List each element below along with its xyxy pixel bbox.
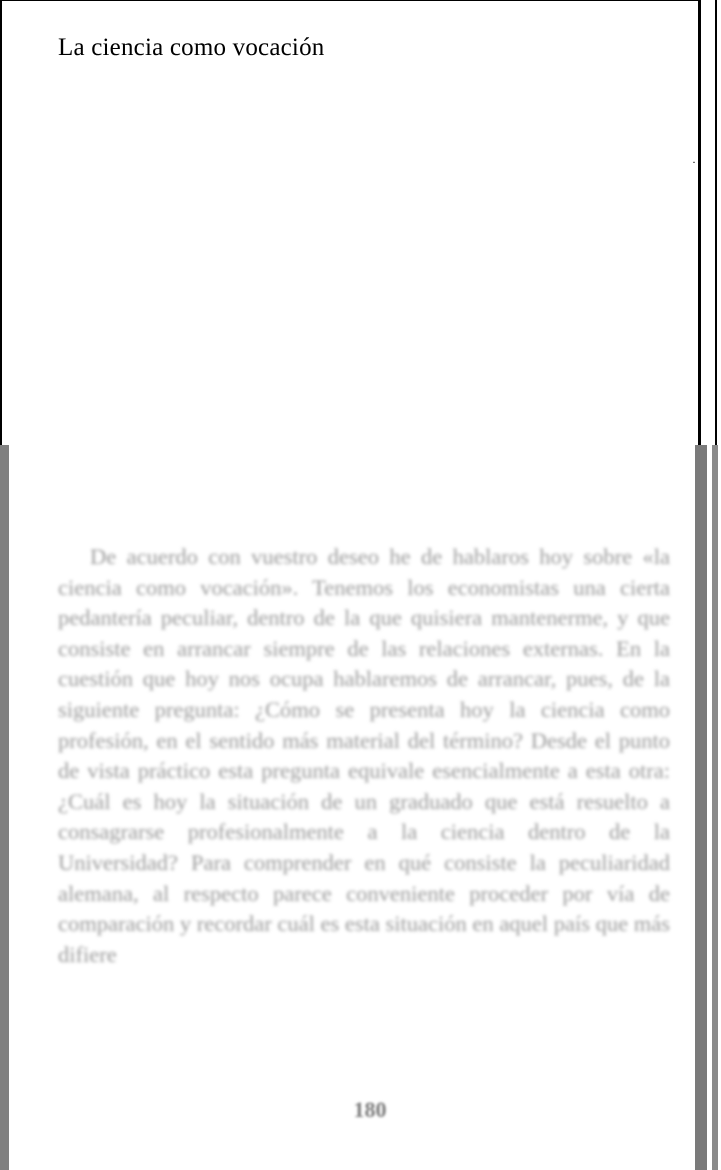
scan-speck: · [692,155,696,169]
page-number: 180 [353,1097,387,1122]
running-head: La ciencia como vocación [58,34,325,61]
scan-shadow-right [695,445,707,1170]
body-paragraph: De acuerdo con vuestro deseo he de hablaros hoy sobre «la ciencia como vocación». Tenemos los economistas una cierta pedantería peculiar, dentro de la que quisiera mantenerme, y que consiste en arrancar siempre de las relaciones externas. En la cuestión que hoy nos ocupa hablaremos de arrancar, pues, de la siguiente pregunta: ¿Cómo se presenta hoy la ciencia como profesión, en el sentido más material del término? Desde el punto de vista práctico esta pregunta equivale esencialmente a esta otra: ¿Cuál es hoy la situación de un graduado que está resuelto a consagrarse profesionalmente a la ciencia dentro de la Universidad? Para comprender en qué consiste la peculiaridad alemana, al respecto parece conveniente proceder por vía de comparación y recordar cuál es esta situación en aquel país que más difiere [58,544,670,967]
page-edge-line-inner [715,0,717,445]
scan-shadow-left [0,445,9,1170]
scan-shadow-right-outer [712,445,718,1170]
page-edge-line [698,0,701,445]
